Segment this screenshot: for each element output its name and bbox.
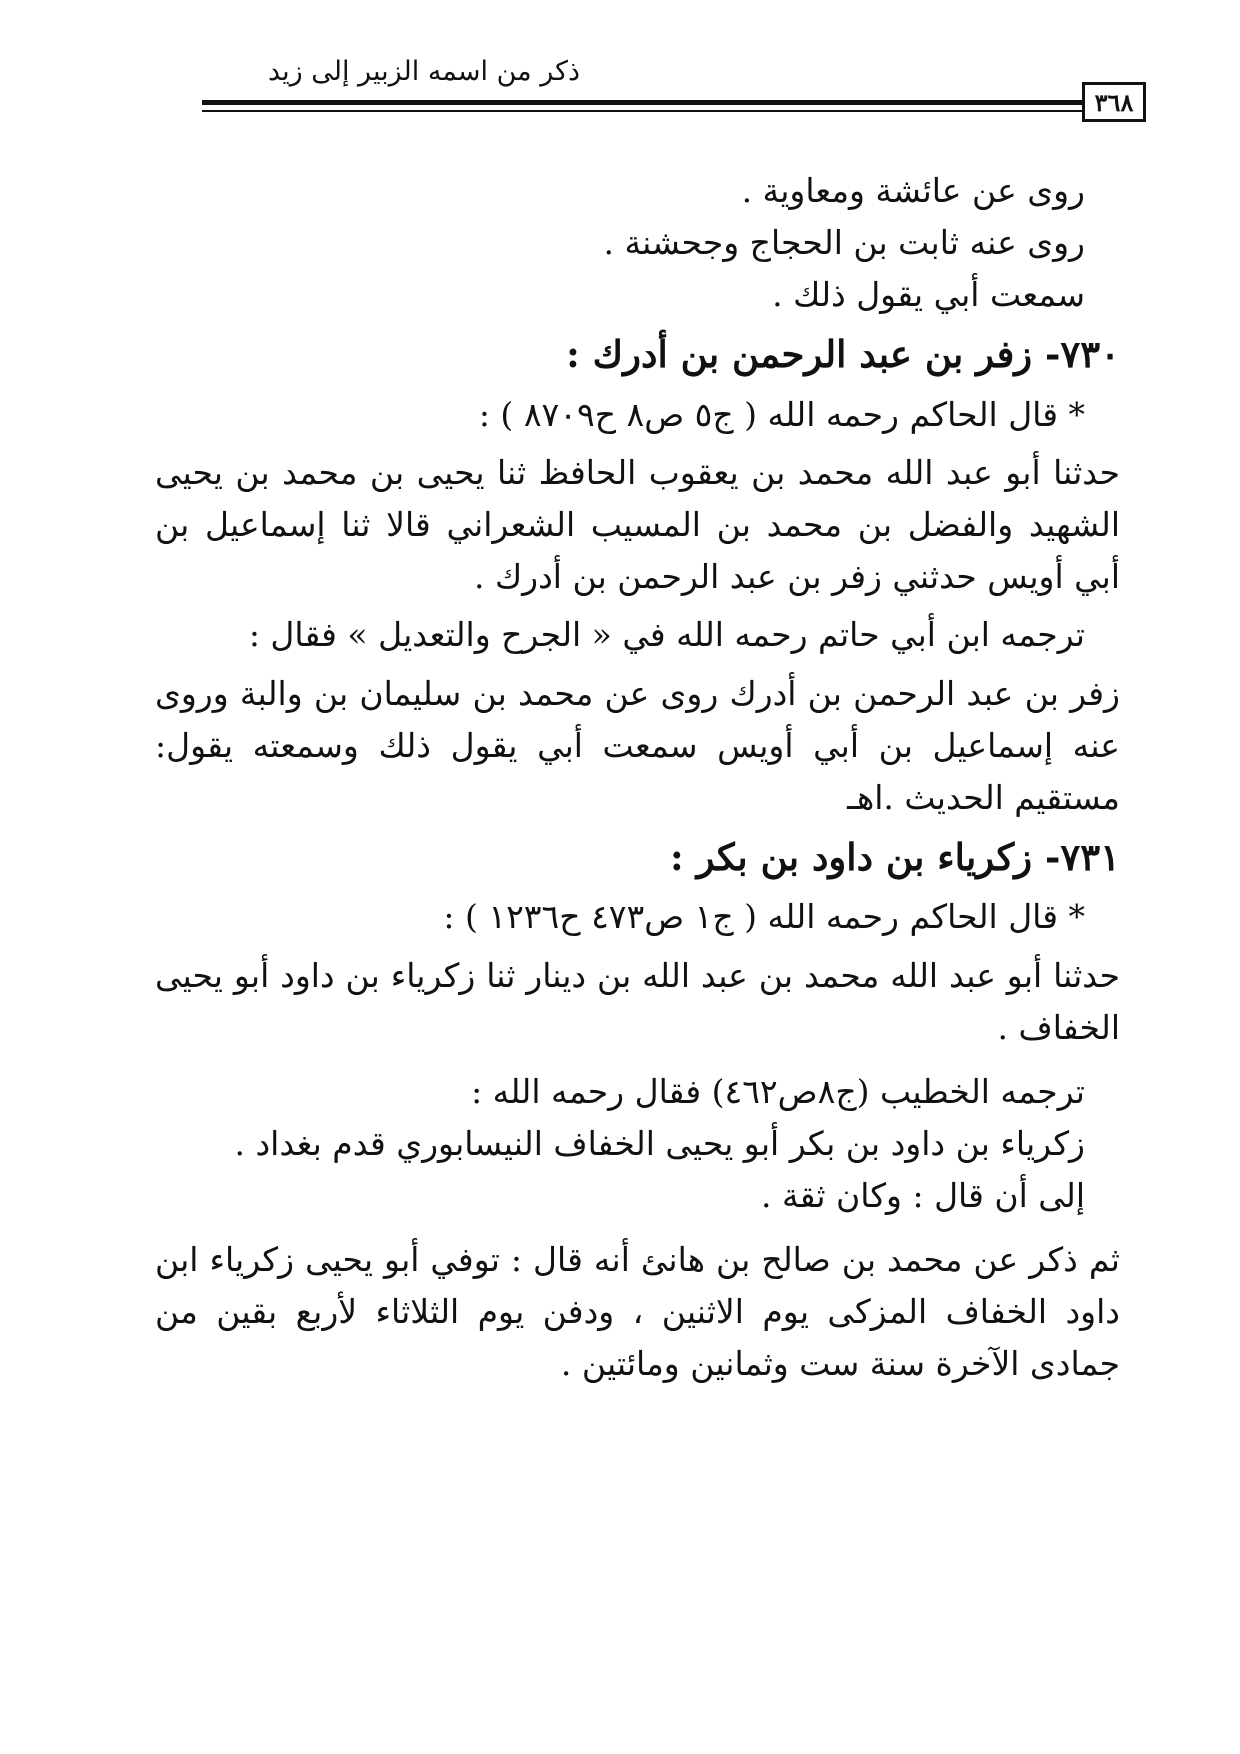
paragraph-ibn-abi-hatim: ترجمه ابن أبي حاتم رحمه الله في « الجرح والتعديل » فقال : bbox=[248, 615, 1085, 655]
header-rule-thick bbox=[202, 100, 1082, 105]
paragraph-narrated-from: روى عن عائشة ومعاوية . bbox=[741, 171, 1085, 210]
paragraph-biography-730: زفر بن عبد الرحمن بن أدرك روى عن محمد بن سليمان بن والبة وروى عنه إسماعيل بن أبي أويس سمعت أبي يقول ذلك وسمعته يقول: مستقيم الحديث .اهـ bbox=[155, 673, 1120, 817]
paragraph-isnad-730: حدثنا أبو عبد الله محمد بن يعقوب الحافظ ثنا يحيى بن محمد بن يحيى الشهيد والفضل بن محمد بن المسيب الشعراني قالا ثنا إسماعيل بن أبي أويس حدثني زفر بن عبد الرحمن بن أدرك . bbox=[155, 453, 1120, 597]
paragraph-hakim-citation-730: * قال الحاكم رحمه الله ( ج٥ ص٨ ح٨٧٠٩ ) : bbox=[478, 394, 1085, 434]
paragraph-thiqa: إلى أن قال : وكان ثقة . bbox=[761, 1176, 1085, 1215]
paragraph-isnad-731: حدثنا أبو عبد الله محمد بن عبد الله بن دينار ثنا زكرياء بن داود أبو يحيى الخفاف . bbox=[155, 955, 1120, 1047]
paragraph-hakim-citation-731: * قال الحاكم رحمه الله ( ج١ ص٤٧٣ ح١٢٣٦ ) : bbox=[443, 897, 1085, 937]
entry-heading-730: ٧٣٠- زفر بن عبد الرحمن بن أدرك : bbox=[566, 332, 1120, 377]
entry-heading-731: ٧٣١- زكرياء بن داود بن بكر : bbox=[670, 834, 1120, 879]
page-number: ٣٦٨ bbox=[1082, 82, 1146, 122]
header-rule-thin bbox=[202, 110, 1082, 112]
paragraph-narrated-by: روى عنه ثابت بن الحجاج وجحشنة . bbox=[603, 223, 1085, 263]
paragraph-death-date: ثم ذكر عن محمد بن صالح بن هانئ أنه قال : توفي أبو يحيى زكرياء ابن داود الخفاف المزكى يوم الاثنين ، ودفن يوم الثلاثاء لأربع بقين من جمادى الآخرة سنة ست وثمانين ومائتين . bbox=[155, 1240, 1120, 1384]
paragraph-heard-father: سمعت أبي يقول ذلك . bbox=[772, 275, 1085, 315]
paragraph-biography-731: زكرياء بن داود بن بكر أبو يحيى الخفاف النيسابوري قدم بغداد . bbox=[234, 1123, 1085, 1163]
paragraph-khatib-citation: ترجمه الخطيب (ج٨ص٤٦٢) فقال رحمه الله : bbox=[471, 1071, 1085, 1111]
running-head: ذكر من اسمه الزبير إلى زيد bbox=[267, 56, 580, 87]
page-body bbox=[155, 165, 1120, 1725]
